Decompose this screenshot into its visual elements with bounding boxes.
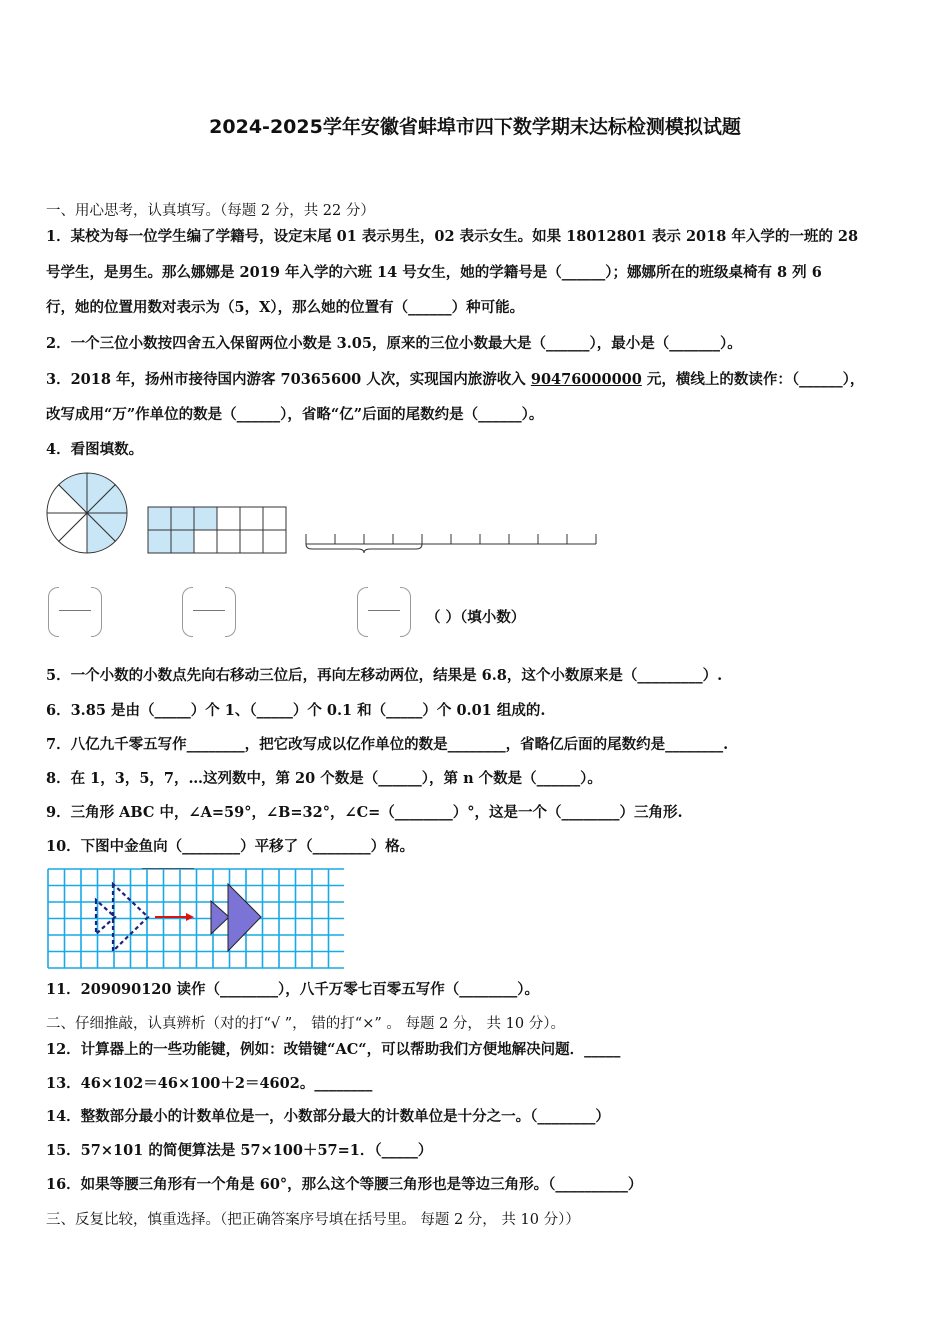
question-4: 4．看图填数。 [46,441,144,458]
fraction-grid-figure [146,505,288,555]
question-5: 5．一个小数的小数点先向右移动三位后，再向左移动两位，结果是 6.8，这个小数原来是（_________）. [46,667,723,684]
question-6: 6．3.85 是由（_____）个 1、（_____）个 0.1 和（_____）个 0.01 组成的. [46,702,546,719]
question-2: 2．一个三位小数按四舍五入保留两位小数是 3.05，原来的三位小数最大是（______），最小是（_______）。 [46,335,742,352]
answer-box-1 [48,587,102,635]
fraction-circle-figure [44,470,132,558]
question-13: 13．46×102＝46×100＋2＝4602。________ [46,1075,373,1092]
question-7: 7．八亿九千零五写作________，把它改写成以亿作单位的数是________，省略亿后面的尾数约是________. [46,736,729,753]
solid-fish [211,884,261,951]
question-14: 14．整数部分最小的计数单位是一，小数部分最大的计数单位是十分之一。（________） [46,1108,610,1125]
question-4-decimal-note: （ ）（填小数） [426,609,526,626]
question-12: 12．计算器上的一些功能键，例如：改错键“AC“，可以帮助我们方便地解决问题．_____ [46,1041,621,1058]
question-3-text-a: 3．2018 年，扬州市接待国内游客 70365600 人次，实现国内旅游收入 [46,371,531,388]
question-15: 15．57×101 的简便算法是 57×100＋57=1．（_____） [46,1142,433,1159]
fish-translation-grid [46,867,344,971]
question-16: 16．如果等腰三角形有一个角是 60°，那么这个等腰三角形也是等边三角形。（__________） [46,1176,643,1193]
question-3-line-1 [46,370,916,390]
question-11: 11．209090120 读作（________），八千万零七百零五写作（________）。 [46,981,540,998]
question-10: 10．下图中金鱼向（________）平移了（________）格。 [46,838,415,855]
page-title: 2024-2025学年安徽省蚌埠市四下数学期末达标检测模拟试题 [209,116,741,138]
question-8: 8．在 1，3，5，7，…这列数中，第 20 个数是（______），第 n 个数是（______）。 [46,770,602,787]
translation-arrow [155,913,194,921]
question-1-line-1: 1．某校为每一位学生编了学籍号，设定末尾 01 表示男生，02 表示女生。如果 18012801 表示 2018 年入学的一班的 28 [46,228,859,245]
question-3-line-2: 改写成用“万”作单位的数是（______），省略“亿”后面的尾数约是（______）。 [46,406,544,423]
answer-box-3 [357,587,411,635]
question-3-text-b: 元，横线上的数读作：（______）， [641,371,865,388]
number-line-figure [302,528,602,558]
section-3-heading: 三、反复比较，慎重选择。（把正确答案序号填在括号里。 每题 2 分， 共 10 分）） [46,1212,580,1228]
section-2-heading: 二、仔细推敲，认真辨析（对的打“√ ”， 错的打“×” 。 每题 2 分， 共 10 分）。 [46,1016,565,1032]
question-9: 9．三角形 ABC 中，∠A=59°，∠B=32°，∠C=（________）°，这是一个（________）三角形. [46,804,683,821]
question-3-underlined-number: 90476000000 [530,371,642,388]
answer-box-2 [182,587,236,635]
dashed-fish-outline [96,884,148,951]
question-1-line-3: 行，她的位置用数对表示为（5，X），那么她的位置有（______）种可能。 [46,299,525,316]
question-1-line-2: 号学生，是男生。那么娜娜是 2019 年入学的六班 14 号女生，她的学籍号是（______）；娜娜所在的班级桌椅有 8 列 6 [46,264,822,281]
section-1-heading: 一、用心思考，认真填写。（每题 2 分，共 22 分） [46,203,375,219]
